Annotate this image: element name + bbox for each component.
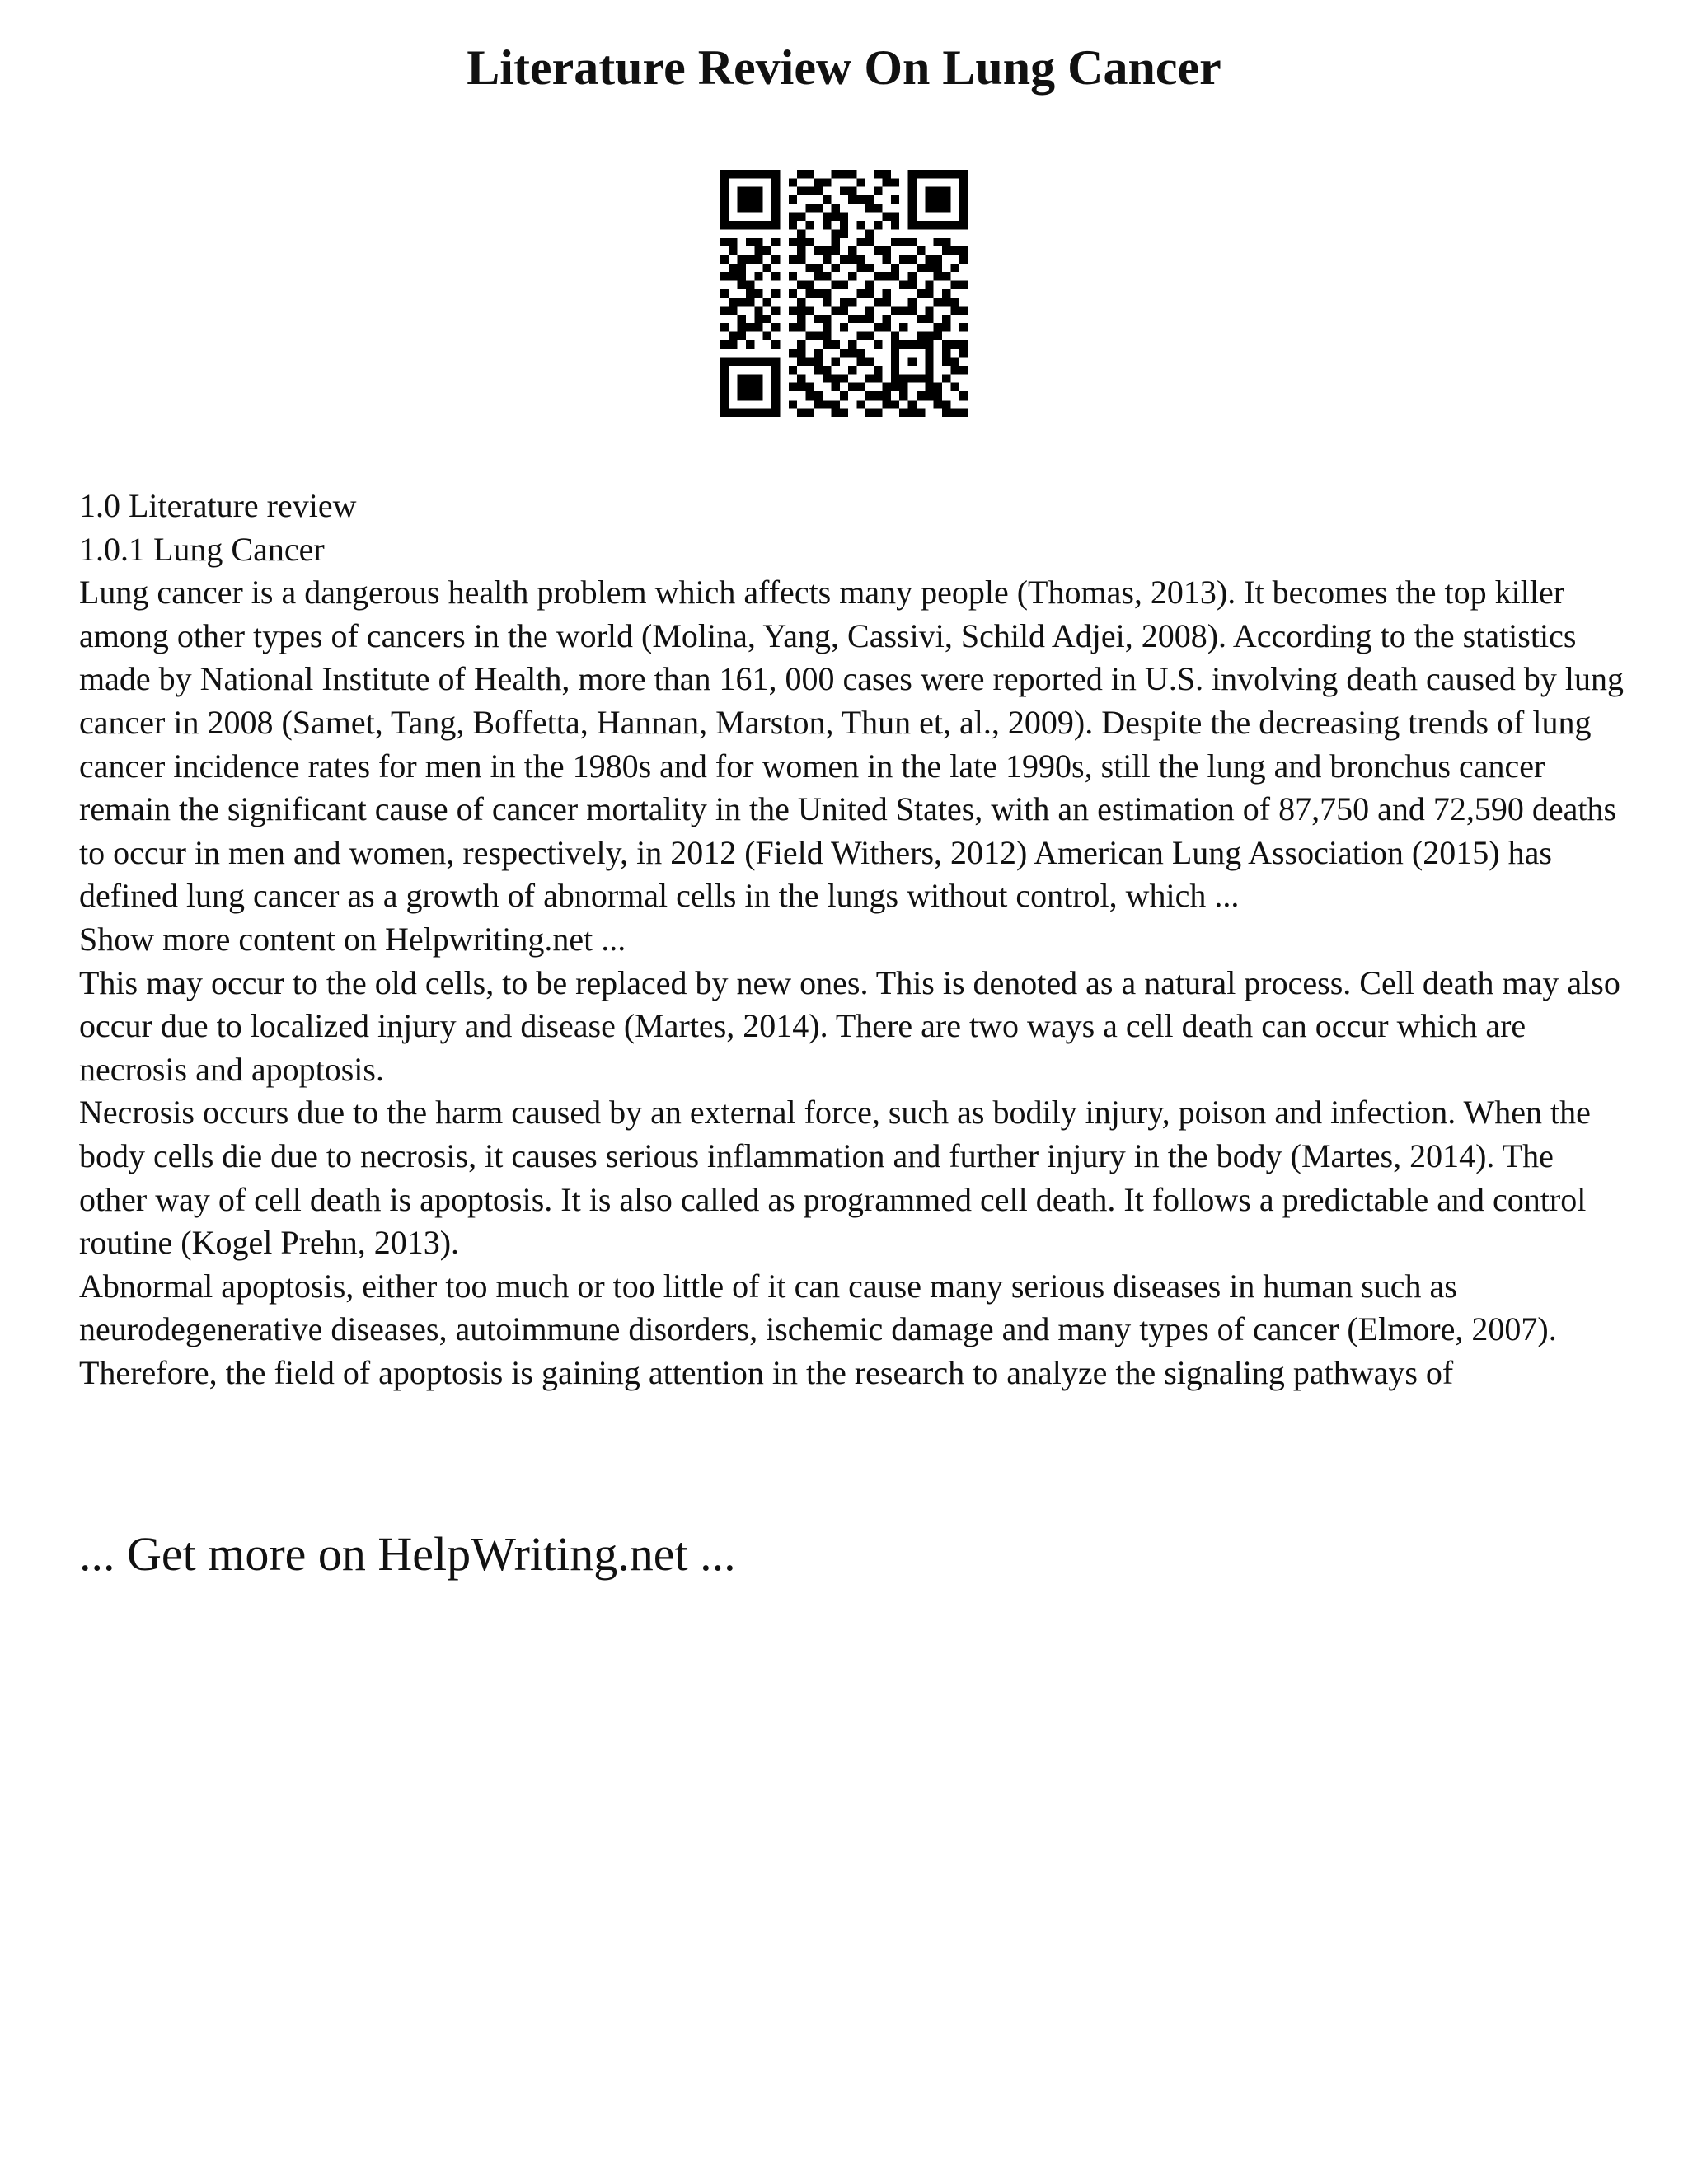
section-heading: 1.0 Literature review (79, 487, 357, 524)
qr-code-icon[interactable] (720, 170, 968, 417)
show-more-link[interactable]: Show more content on Helpwriting.net ... (79, 920, 626, 958)
qr-code-graphic (720, 170, 968, 417)
paragraph-necrosis: Necrosis occurs due to the harm caused by an external force, such as bodily injury, poison and infection. When the body cells die due to necrosis, it causes serious inflammation and further injury in the body (Martes, 2014). The other way of cell death is apoptosis. It is also called as programmed cell death. It follows a predictable and control routine (Kogel Prehn, 2013). (79, 1094, 1591, 1262)
document-title: Literature Review On Lung Cancer (467, 40, 1221, 95)
paragraph-intro: Lung cancer is a dangerous health problem which affects many people (Thomas, 2013). It becomes the top killer among other types of cancers in the world (Molina, Yang, Cassivi, Schild Adjei, 2008). According to the statistics made by National Institute of Health, more than 161, 000 cases were reported in U.S. involving death caused by lung cancer in 2008 (Samet, Tang, Boffetta, Hannan, Marston, Thun et, al., 2009). Despite the decreasing trends of lung cancer incidence rates for men in the 1980s and for women in the late 1990s, still the lung and bronchus cancer remain the significant cause of cancer mortality in the United States, with an estimation of 87,750 and 72,590 deaths to occur in men and women, respectively, in 2012 (Field Withers, 2012) American Lung Association (2015) has defined lung cancer as a growth of abnormal cells in the lungs without control, which ... (79, 574, 1624, 915)
get-more-link[interactable]: ... Get more on HelpWriting.net ... (79, 1527, 736, 1581)
subsection-heading: 1.0.1 Lung Cancer (79, 530, 325, 568)
paragraph-cell-death: This may occur to the old cells, to be replaced by new ones. This is denoted as a natural process. Cell death may also occur due to localized injury and disease (Martes, 2014). There are two ways a cell death can occur which are necrosis and apoptosis. (79, 963, 1620, 1088)
paragraph-apoptosis: Abnormal apoptosis, either too much or too little of it can cause many serious diseases in human such as neurodegenerative diseases, autoimmune disorders, ischemic damage and many types of cancer (Elmore, 2007). Therefore, the field of apoptosis is gaining attention in the research to analyze the signaling pathways of (79, 1267, 1557, 1391)
document-body (79, 485, 1629, 1394)
